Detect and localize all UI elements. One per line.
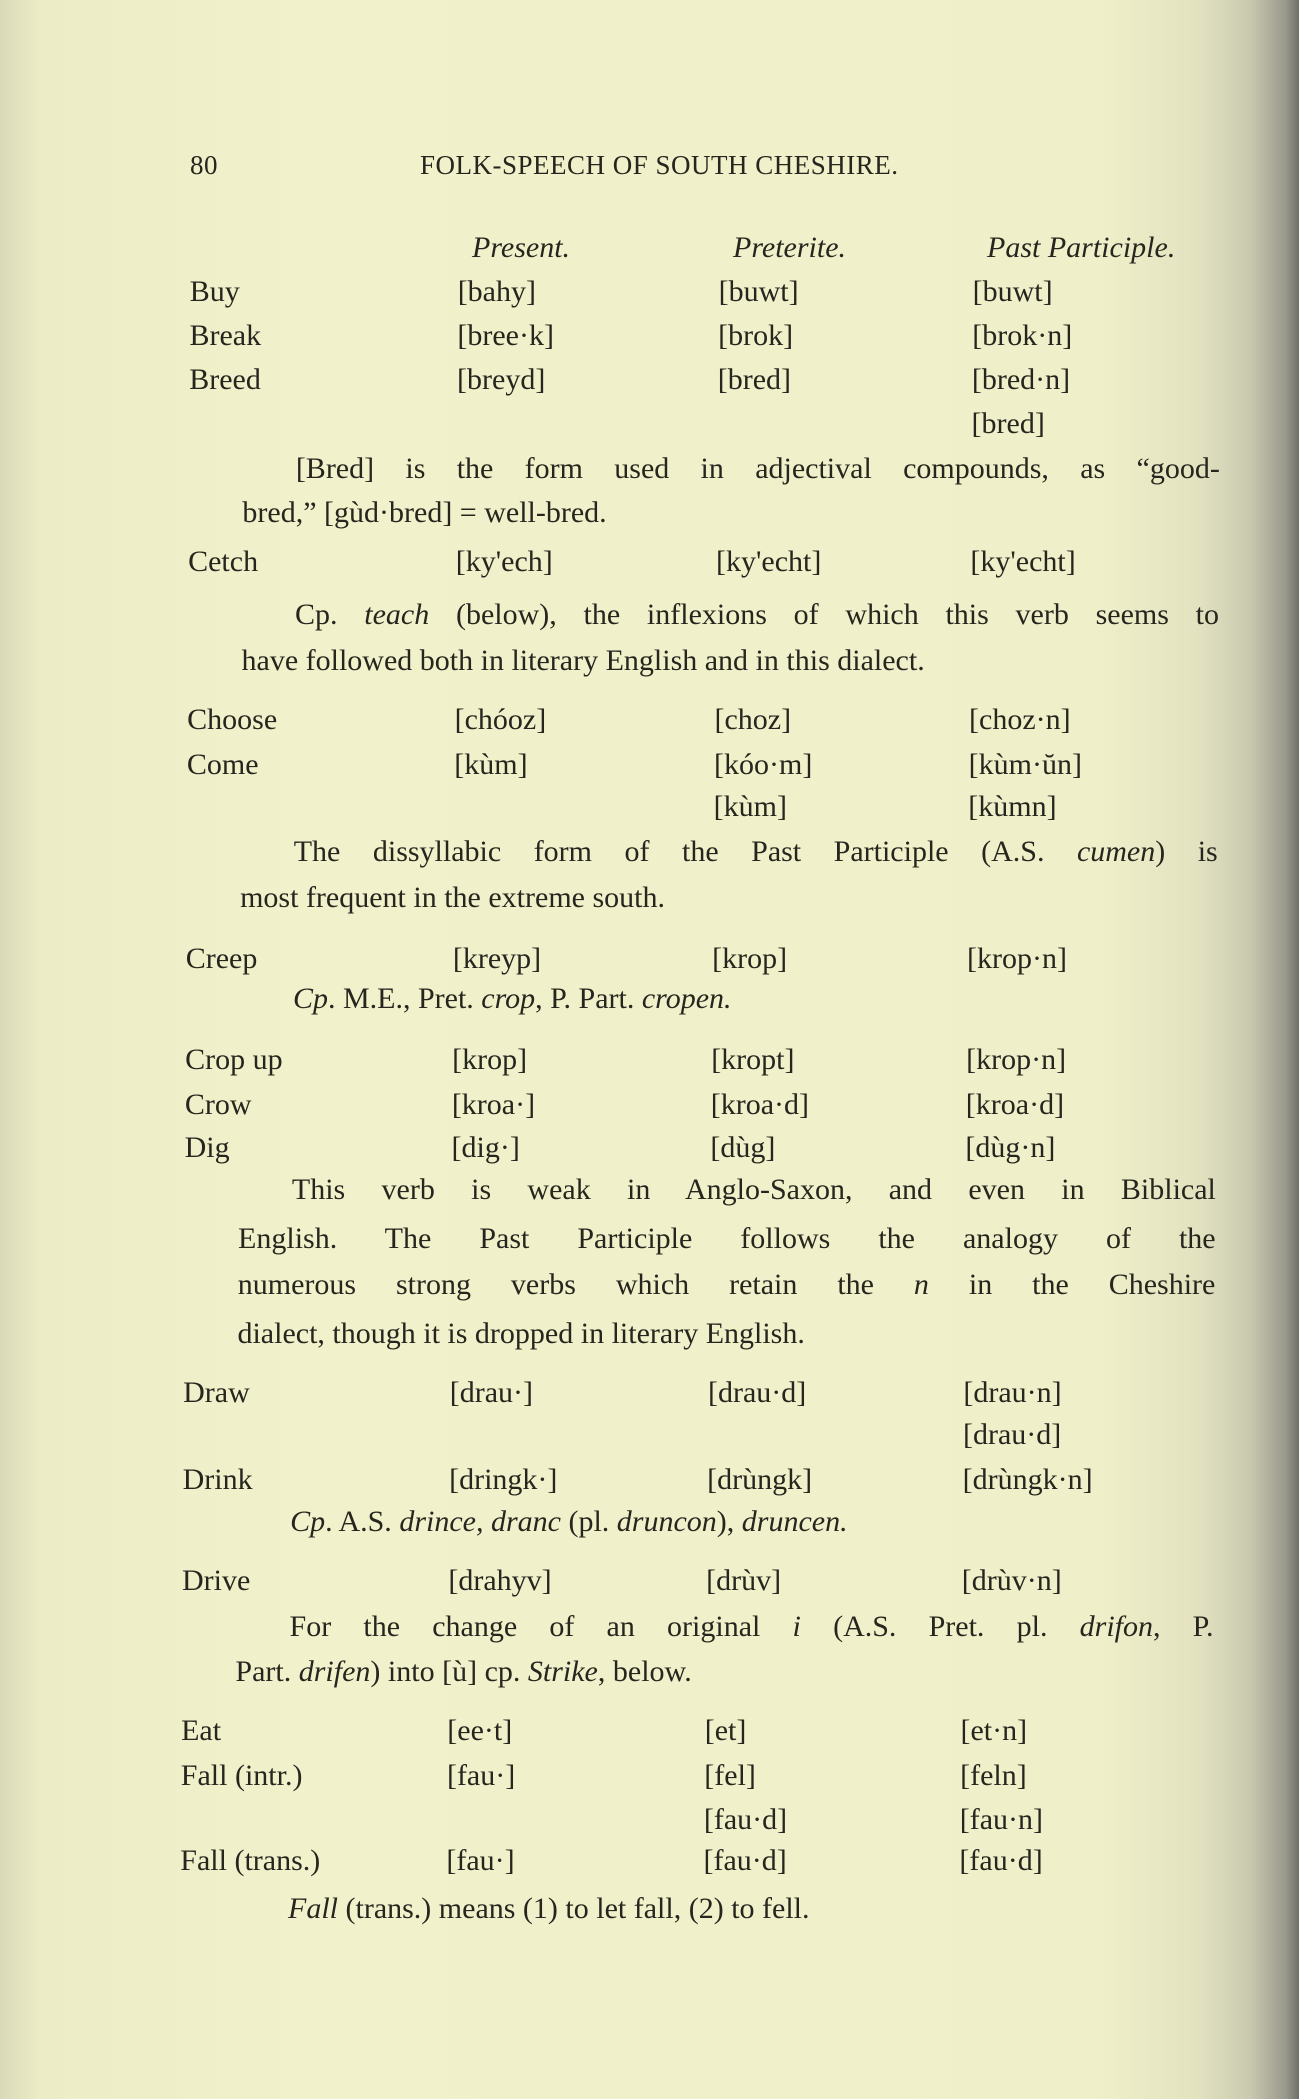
verb-cell: Creep xyxy=(185,942,258,975)
note-text: . M.E., Pret. xyxy=(327,982,482,1015)
preterite-cell: [krop] xyxy=(712,942,788,975)
past-participle-cell: [drau·d] xyxy=(963,1418,1062,1451)
note-text: bred,” [gùd·bred] = well-bred. xyxy=(242,496,607,529)
preterite-cell: [bred] xyxy=(717,363,792,396)
preterite-cell: [et] xyxy=(704,1714,747,1747)
verb-cell: Dig xyxy=(184,1131,230,1164)
present-cell: [bahy] xyxy=(457,275,536,308)
note-line xyxy=(240,880,665,916)
verb-cell: Fall (trans.) xyxy=(180,1844,321,1877)
verb-cell: Crow xyxy=(184,1088,252,1121)
present-cell: [fau·] xyxy=(446,1844,515,1877)
preterite-cell: [dùg] xyxy=(710,1131,776,1164)
note-text: ) is xyxy=(1155,835,1218,868)
note-text: This verb is weak in Anglo-Saxon, and even in Biblical xyxy=(291,1173,1216,1206)
note-text: (below), the inflexions of which this verb seems to xyxy=(429,598,1220,631)
preterite-cell: [brok] xyxy=(718,319,794,352)
note-text: [Bred] is the form used in adjectival compounds, as “good- xyxy=(295,452,1220,485)
note-text: English. The Past Participle follows the analogy of the xyxy=(238,1222,1216,1255)
note-text: , below. xyxy=(597,1655,692,1688)
past-participle-cell: [kroa·d] xyxy=(965,1088,1065,1121)
verb-cell: Eat xyxy=(181,1714,222,1747)
note-text: crop xyxy=(481,982,536,1015)
note-text: Fall xyxy=(288,1892,338,1925)
note-text: . A.S. xyxy=(325,1505,400,1538)
past-participle-cell: [choz·n] xyxy=(969,703,1071,736)
note-text: ), xyxy=(716,1505,742,1538)
note-text: (trans.) means (1) to let fall, (2) to fell. xyxy=(338,1892,810,1925)
note-text: most frequent in the extreme south. xyxy=(240,881,665,914)
column-header-present: Present. xyxy=(472,231,571,264)
past-participle-cell: [bred·n] xyxy=(971,363,1071,396)
past-participle-cell: [fau·d] xyxy=(959,1844,1043,1877)
note-text: i xyxy=(792,1610,801,1643)
column-header-past-participle: Past Participle. xyxy=(987,231,1176,264)
past-participle-cell: [kùmn] xyxy=(968,790,1057,823)
present-cell: [chóoz] xyxy=(454,703,547,736)
note-line xyxy=(235,1654,691,1690)
past-participle-cell: [dùg·n] xyxy=(965,1131,1056,1164)
note-text: The dissyllabic form of the Past Participle (A.S. xyxy=(293,835,1077,868)
past-participle-cell: [buwt] xyxy=(972,275,1053,308)
note-text: druncen. xyxy=(741,1505,848,1538)
note-line xyxy=(290,1609,1214,1645)
past-participle-cell: [drùngk·n] xyxy=(962,1463,1093,1496)
present-cell: [kreyp] xyxy=(452,942,542,975)
verb-cell: Cetch xyxy=(188,545,259,578)
present-cell: [kroa·] xyxy=(451,1088,536,1121)
preterite-cell: [drùv] xyxy=(706,1564,782,1597)
note-text: For the change of an original xyxy=(289,1610,793,1643)
preterite-cell: [drùngk] xyxy=(707,1463,813,1496)
page-number: 80 xyxy=(190,150,218,180)
note-text: , P. xyxy=(1153,1610,1214,1643)
past-participle-cell: [fau·n] xyxy=(959,1803,1044,1836)
note-text: numerous strong verbs which retain the xyxy=(237,1268,914,1301)
verb-cell: Break xyxy=(189,319,262,352)
note-text: Cp xyxy=(290,1505,326,1538)
past-participle-cell: [bred] xyxy=(971,407,1045,440)
present-cell: [ee·t] xyxy=(447,1714,513,1747)
note-line xyxy=(290,1504,848,1540)
note-text: drince, dranc xyxy=(399,1505,561,1538)
verb-cell: Come xyxy=(186,748,259,781)
present-cell: [drau·] xyxy=(449,1376,534,1409)
note-text: Strike xyxy=(527,1655,598,1688)
past-participle-cell: [feln] xyxy=(960,1759,1027,1792)
present-cell: [fau·] xyxy=(446,1759,516,1792)
preterite-cell: [fel] xyxy=(704,1759,756,1792)
verb-cell: Choose xyxy=(187,703,278,736)
verb-cell: Drink xyxy=(182,1463,253,1496)
preterite-cell: [fau·d] xyxy=(703,1803,788,1836)
preterite-cell: [ky'echt] xyxy=(715,545,822,578)
note-text: Cp. xyxy=(295,598,365,631)
verb-cell: Drive xyxy=(181,1564,251,1597)
present-cell: [krop] xyxy=(452,1043,528,1076)
column-header-preterite: Preterite. xyxy=(733,231,847,264)
preterite-cell: [kroa·d] xyxy=(710,1088,810,1121)
past-participle-cell: [et·n] xyxy=(960,1714,1028,1747)
preterite-cell: [kùm] xyxy=(713,790,787,823)
present-cell: [drahyv] xyxy=(448,1564,552,1597)
note-text: , P. Part. xyxy=(535,982,642,1015)
verb-cell: Buy xyxy=(189,275,240,308)
note-text: druncon xyxy=(616,1505,717,1538)
note-text: drifen xyxy=(298,1655,371,1688)
note-line xyxy=(294,834,1218,870)
note-line xyxy=(292,1172,1216,1208)
preterite-cell: [kropt] xyxy=(711,1043,795,1076)
note-line xyxy=(242,495,606,531)
verb-cell: Draw xyxy=(183,1376,250,1409)
past-participle-cell: [drau·n] xyxy=(963,1376,1062,1409)
preterite-cell: [drau·d] xyxy=(707,1376,807,1409)
past-participle-cell: [brok·n] xyxy=(972,319,1073,352)
note-text: drifon xyxy=(1079,1610,1153,1643)
verb-cell: Fall (intr.) xyxy=(180,1759,303,1792)
past-participle-cell: [krop·n] xyxy=(967,942,1067,975)
note-text: cropen. xyxy=(641,982,732,1015)
note-text: cumen xyxy=(1076,835,1156,868)
preterite-cell: [buwt] xyxy=(718,275,799,308)
past-participle-cell: [drùv·n] xyxy=(961,1564,1062,1597)
note-line xyxy=(296,451,1220,487)
verb-cell: Crop up xyxy=(185,1043,283,1076)
preterite-cell: [choz] xyxy=(714,703,792,736)
note-text: Cp xyxy=(292,982,328,1015)
past-participle-cell: [kùm·ŭn] xyxy=(968,748,1082,781)
present-cell: [dig·] xyxy=(451,1131,520,1164)
running-header: FOLK-SPEECH OF SOUTH CHESHIRE. xyxy=(420,150,899,180)
past-participle-cell: [krop·n] xyxy=(966,1043,1067,1076)
note-line xyxy=(242,643,925,679)
note-text: teach xyxy=(364,598,430,631)
note-text: (pl. xyxy=(560,1505,617,1538)
present-cell: [ky'ech] xyxy=(455,545,553,578)
present-cell: [breyd] xyxy=(457,363,546,396)
note-text: in the Cheshire xyxy=(928,1268,1216,1301)
preterite-cell: [fau·d] xyxy=(703,1844,787,1877)
present-cell: [bree·k] xyxy=(457,319,554,352)
note-text: have followed both in literary English and in this dialect. xyxy=(241,644,925,677)
note-line xyxy=(293,981,732,1017)
note-text: dialect, though it is dropped in literary English. xyxy=(237,1317,805,1350)
past-participle-cell: [ky'echt] xyxy=(970,545,1076,578)
note-line xyxy=(288,1891,810,1927)
note-text: ) into [ù] cp. xyxy=(370,1655,528,1688)
preterite-cell: [kóo·m] xyxy=(714,748,813,781)
note-text: Part. xyxy=(235,1655,299,1688)
note-line xyxy=(238,1267,1216,1303)
note-text: (A.S. Pret. pl. xyxy=(800,1610,1080,1643)
present-cell: [dringk·] xyxy=(449,1463,558,1496)
verb-cell: Breed xyxy=(189,363,261,396)
note-text: n xyxy=(913,1268,929,1301)
note-line xyxy=(238,1221,1216,1257)
note-line xyxy=(237,1316,804,1352)
note-line xyxy=(295,597,1219,633)
present-cell: [kùm] xyxy=(454,748,528,781)
